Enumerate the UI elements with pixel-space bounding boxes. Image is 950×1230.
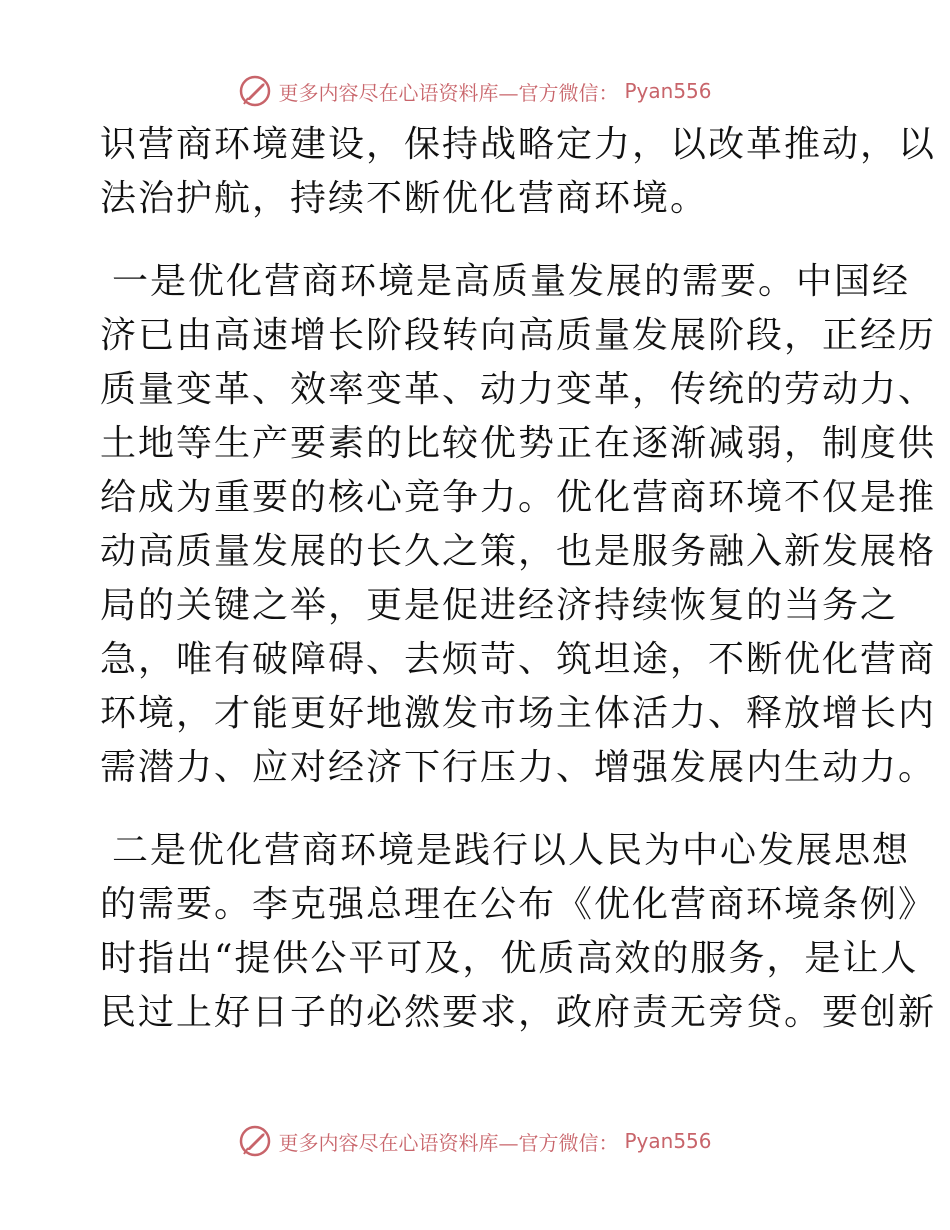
text-line: 时指出“提供公平可及，优质高效的服务，是让人 xyxy=(100,938,919,979)
text-line: 民过上好日子的必然要求，政府责无旁贷。要创新 xyxy=(100,992,937,1033)
watermark-header xyxy=(0,74,950,108)
paragraph xyxy=(100,824,937,1040)
watermark-wechat-id: Pyan556 xyxy=(624,1129,712,1153)
paragraph xyxy=(100,118,937,226)
text-line: 土地等生产要素的比较优势正在逐渐减弱，制度供 xyxy=(100,423,937,464)
text-line: 济已由高速增长阶段转向高质量发展阶段，正经历 xyxy=(100,315,937,356)
feather-logo-icon xyxy=(238,1124,272,1158)
paragraph xyxy=(100,255,937,795)
watermark-text: 更多内容尽在心语资料库—官方微信： xyxy=(278,80,619,105)
text-line: 一是优化营商环境是高质量发展的需要。中国经 xyxy=(112,261,911,302)
text-line: 识营商环境建设，保持战略定力，以改革推动，以 xyxy=(100,124,937,165)
document-body xyxy=(100,118,937,1040)
text-line: 环境，才能更好地激发市场主体活力、释放增长内 xyxy=(100,693,937,734)
text-line: 二是优化营商环境是践行以人民为中心发展思想 xyxy=(112,830,911,871)
text-line: 动高质量发展的长久之策，也是服务融入新发展格 xyxy=(100,531,937,572)
text-line: 急，唯有破障碍、去烦苛、筑坦途，不断优化营商 xyxy=(100,639,937,680)
text-line: 给成为重要的核心竞争力。优化营商环境不仅是推 xyxy=(100,477,937,518)
text-line: 局的关键之举，更是促进经济持续恢复的当务之 xyxy=(100,585,899,626)
text-line: 的需要。李克强总理在公布《优化营商环境条例》 xyxy=(100,884,937,925)
text-line: 需潜力、应对经济下行压力、增强发展内生动力。 xyxy=(100,747,937,788)
feather-logo-icon xyxy=(238,74,272,108)
text-line: 法治护航，持续不断优化营商环境。 xyxy=(100,178,709,219)
watermark-text: 更多内容尽在心语资料库—官方微信： xyxy=(278,1130,619,1155)
text-line: 质量变革、效率变革、动力变革，传统的劳动力、 xyxy=(100,369,937,410)
watermark-footer xyxy=(0,1124,950,1158)
watermark-wechat-id: Pyan556 xyxy=(624,79,712,103)
